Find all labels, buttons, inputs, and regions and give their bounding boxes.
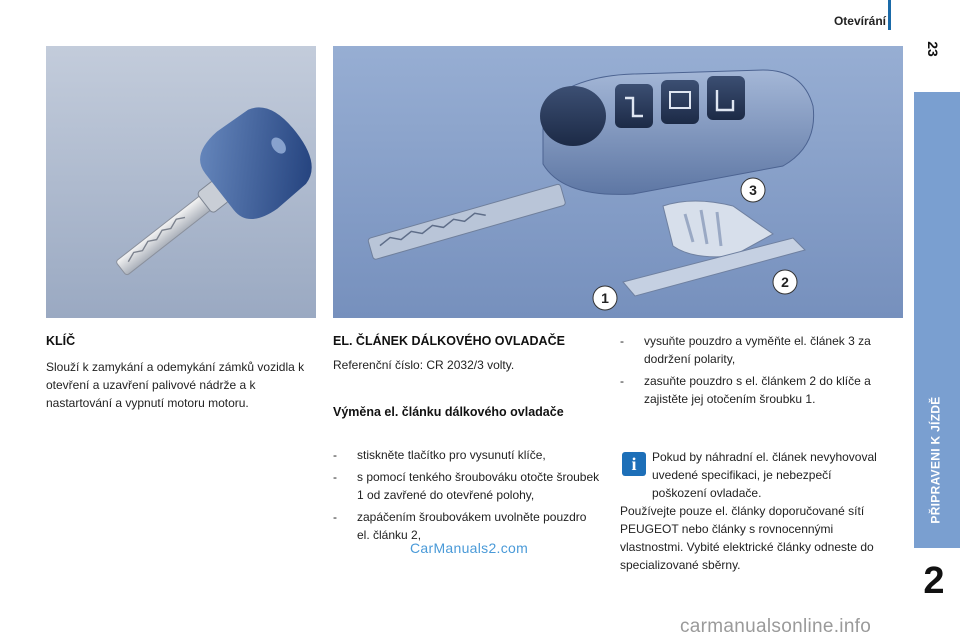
- page-number: 23: [925, 41, 941, 57]
- watermark-bottom: carmanualsonline.info: [680, 616, 872, 637]
- svg-text:2: 2: [781, 274, 789, 290]
- chapter-number: 2: [923, 560, 945, 602]
- callout-2: [773, 270, 797, 294]
- section-title: Otevírání: [833, 14, 886, 28]
- callout-1: [593, 286, 617, 310]
- info-icon: i: [622, 452, 646, 476]
- key-section-text: Slouží k zamykání a odemykání zámků vozidla k otevření a uzavření palivové nádrže a k nastartování a vypnutí motoru motoru.: [46, 360, 305, 410]
- step-item: - zasuňte pouzdro s el. článkem 2 do klíče a zajistěte jej otočením šroubku 1.: [620, 374, 871, 406]
- step-item: - zapáčením šroubovákem uvolněte pouzdro el. článku 2,: [333, 510, 587, 542]
- callout-3: [741, 178, 765, 202]
- remote-illustration: [333, 46, 903, 318]
- key-image: [46, 46, 316, 318]
- watermark-top: CarManuals2.com: [410, 540, 529, 556]
- chapter-title-text: PŘIPRAVENI K JÍZDĚ: [929, 396, 944, 524]
- battery-section-title: EL. ČLÁNEK DÁLKOVÉHO OVLADAČE: [333, 334, 565, 348]
- key-section-title: KLÍČ: [46, 334, 76, 348]
- chapter-title: [916, 380, 956, 540]
- info-note: Pokud by náhradní el. článek nevyhovoval uvedené specifikaci, je nebezpečí poškození ovladače.: [652, 450, 877, 500]
- svg-text:3: 3: [749, 182, 757, 198]
- battery-reference: Referenční číslo: CR 2032/3 volty.: [333, 358, 515, 372]
- step-item: - vysuňte pouzdro a vyměňte el. článek 3 za dodržení polarity,: [620, 334, 871, 366]
- remote-key-image: [333, 46, 903, 318]
- key-illustration: [46, 46, 316, 318]
- battery-subtitle: Výměna el. článku dálkového ovladače: [333, 405, 564, 419]
- info-text: Používejte pouze el. články doporučované sítí PEUGEOT nebo články s rovnocennými vlastnostmi. Vybité elektrické články odneste do specializované sběrny.: [620, 504, 874, 572]
- step-item: - stiskněte tlačítko pro vysunutí klíče,: [333, 448, 546, 462]
- battery-steps-left: [333, 446, 601, 548]
- svg-text:1: 1: [601, 290, 609, 306]
- header-divider: [888, 0, 891, 30]
- battery-steps-right: [620, 332, 894, 412]
- step-item: - s pomocí tenkého šroubováku otočte šroubek 1 od zavřené do otevřené polohy,: [333, 470, 600, 502]
